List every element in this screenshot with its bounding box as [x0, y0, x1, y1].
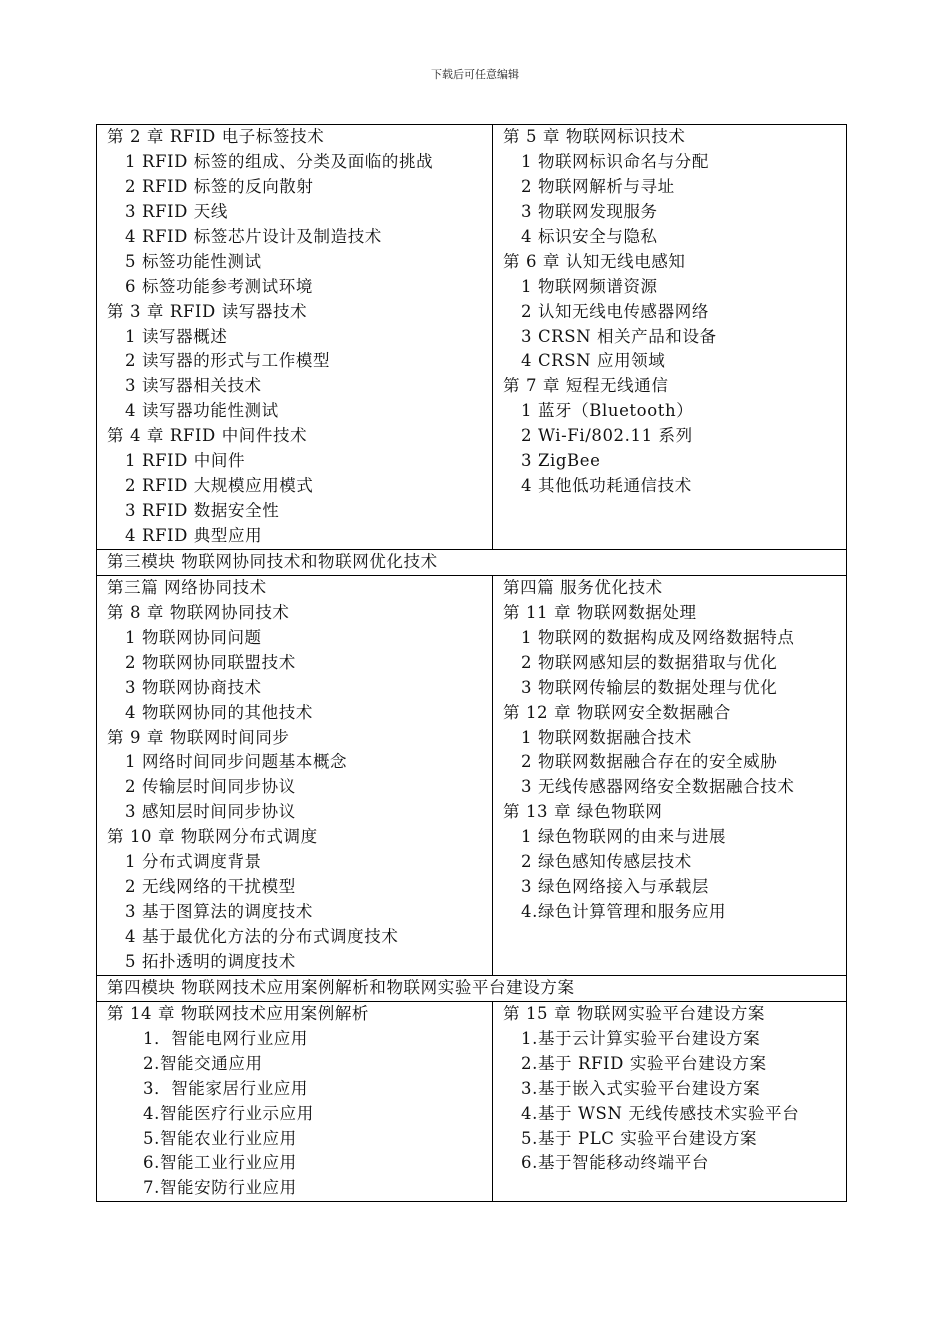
- left-column-cell: [97, 575, 493, 975]
- chapter-heading: 第 9 章 物联网时间同步: [107, 727, 290, 747]
- module-title: 第三模块 物联网协同技术和物联网优化技术: [107, 551, 438, 571]
- module-header-cell: [97, 549, 847, 575]
- section-item: 2 RFID 大规模应用模式: [125, 476, 314, 496]
- section-item: 4.基于 WSN 无线传感技术实验平台: [521, 1103, 800, 1123]
- module-header-row: [97, 549, 847, 575]
- section-item: 2 Wi-Fi/802.11 系列: [521, 426, 693, 446]
- section-item: 6.基于智能移动终端平台: [521, 1153, 709, 1173]
- section-item: 1 物联网频谱资源: [521, 276, 658, 296]
- chapter-heading: 第 10 章 物联网分布式调度: [107, 827, 318, 847]
- module-title: 第四模块 物联网技术应用案例解析和物联网实验平台建设方案: [107, 977, 575, 997]
- right-column-cell: [493, 575, 847, 975]
- chapter-heading: 第 2 章 RFID 电子标签技术: [107, 127, 325, 146]
- section-item: 6 标签功能参考测试环境: [125, 276, 313, 296]
- section-item: 2.智能交通应用: [143, 1053, 263, 1073]
- section-item: 1．智能电网行业应用: [143, 1028, 308, 1048]
- section-item: 4 读写器功能性测试: [125, 401, 279, 421]
- chapter-heading: 第 3 章 RFID 读写器技术: [107, 301, 308, 321]
- section-item: 3 感知层时间同步协议: [125, 802, 296, 822]
- section-item: 2 认知无线电传感器网络: [521, 301, 709, 321]
- module-header-row: [97, 975, 847, 1001]
- section-item: 2 传输层时间同步协议: [125, 777, 296, 797]
- section-item: 2 读写器的形式与工作模型: [125, 351, 331, 371]
- section-item: 1 RFID 中间件: [125, 451, 246, 471]
- chapter-heading: 第 8 章 物联网协同技术: [107, 602, 290, 622]
- section-item: 1 RFID 标签的组成、分类及面临的挑战: [125, 151, 434, 171]
- section-item: 4.绿色计算管理和服务应用: [521, 902, 727, 922]
- section-item: 3 无线传感器网络安全数据融合技术: [521, 777, 795, 797]
- section-item: 1 分布式调度背景: [125, 852, 262, 872]
- chapter-heading: 第 12 章 物联网安全数据融合: [503, 702, 731, 722]
- left-column-cell: [97, 125, 493, 550]
- section-item: 4 RFID 标签芯片设计及制造技术: [125, 226, 382, 246]
- section-item: 4 物联网协同的其他技术: [125, 702, 313, 722]
- section-item: 2 绿色感知传感层技术: [521, 852, 692, 872]
- syllabus-table: [96, 124, 847, 1202]
- module-header-cell: [97, 975, 847, 1001]
- section-item: 2 物联网解析与寻址: [521, 176, 675, 196]
- section-item: 3 物联网协商技术: [125, 677, 262, 697]
- section-item: 2 无线网络的干扰模型: [125, 877, 296, 897]
- section-item: 4 RFID 典型应用: [125, 526, 263, 545]
- section-item: 5.基于 PLC 实验平台建设方案: [521, 1128, 758, 1148]
- section-item: 3 绿色网络接入与承载层: [521, 877, 709, 897]
- chapter-heading: 第四篇 服务优化技术: [503, 577, 663, 597]
- section-item: 3 RFID 天线: [125, 201, 229, 221]
- page-header: 下载后可任意编辑: [431, 68, 519, 81]
- section-item: 4 基于最优化方法的分布式调度技术: [125, 927, 399, 946]
- section-item: 2.基于 RFID 实验平台建设方案: [521, 1053, 767, 1073]
- section-item: 3 读写器相关技术: [125, 376, 262, 396]
- section-item: 5 标签功能性测试: [125, 251, 262, 271]
- right-column-cell: [493, 1001, 847, 1202]
- section-item: 3 CRSN 相关产品和设备: [521, 326, 717, 346]
- section-item: 1 蓝牙（Bluetooth）: [521, 401, 694, 421]
- section-item: 1 读写器概述: [125, 326, 228, 346]
- section-item: 1.基于云计算实验平台建设方案: [521, 1028, 761, 1048]
- chapter-heading: 第 11 章 物联网数据处理: [503, 602, 697, 622]
- left-column-cell: [97, 1001, 493, 1202]
- section-item: 5.智能农业行业应用: [143, 1128, 297, 1148]
- section-item: 3 RFID 数据安全性: [125, 501, 280, 521]
- section-item: 3 物联网传输层的数据处理与优化: [521, 677, 778, 697]
- chapter-heading: 第 6 章 认知无线电感知: [503, 251, 686, 271]
- chapter-heading: 第 7 章 短程无线通信: [503, 376, 669, 396]
- chapter-heading: 第 15 章 物联网实验平台建设方案: [503, 1003, 766, 1023]
- section-item: 4 其他低功耗通信技术: [521, 476, 692, 496]
- section-item: 3 基于图算法的调度技术: [125, 902, 313, 922]
- section-item: 1 物联网数据融合技术: [521, 727, 692, 747]
- section-item: 5 拓扑透明的调度技术: [125, 951, 296, 971]
- content-row: [97, 575, 847, 975]
- section-item: 4.智能医疗行业示应用: [143, 1103, 314, 1123]
- right-column-cell: [493, 125, 847, 550]
- section-item: 3 物联网发现服务: [521, 201, 658, 221]
- section-item: 2 RFID 标签的反向散射: [125, 176, 314, 196]
- section-item: 2 物联网协同联盟技术: [125, 652, 296, 672]
- section-item: 2 物联网数据融合存在的安全威胁: [521, 752, 778, 772]
- section-item: 4 标识安全与隐私: [521, 226, 658, 246]
- syllabus-table-body: [97, 125, 847, 1202]
- section-item: 4 CRSN 应用领域: [521, 351, 666, 371]
- section-item: 6.智能工业行业应用: [143, 1153, 297, 1173]
- section-item: 7.智能安防行业应用: [143, 1178, 297, 1198]
- section-item: 1 物联网的数据构成及网络数据特点: [521, 627, 795, 647]
- content-row: [97, 125, 847, 550]
- section-item: 1 绿色物联网的由来与进展: [521, 827, 727, 847]
- section-item: 1 物联网标识命名与分配: [521, 151, 709, 171]
- section-item: 3 ZigBee: [521, 451, 601, 471]
- section-item: 3．智能家居行业应用: [143, 1078, 308, 1098]
- chapter-heading: 第三篇 网络协同技术: [107, 577, 267, 597]
- section-item: 1 网络时间同步问题基本概念: [125, 752, 348, 772]
- chapter-heading: 第 4 章 RFID 中间件技术: [107, 426, 308, 446]
- chapter-heading: 第 14 章 物联网技术应用案例解析: [107, 1003, 370, 1023]
- section-item: 2 物联网感知层的数据猎取与优化: [521, 652, 778, 672]
- section-item: 1 物联网协同问题: [125, 627, 262, 647]
- chapter-heading: 第 13 章 绿色物联网: [503, 802, 663, 822]
- chapter-heading: 第 5 章 物联网标识技术: [503, 127, 686, 146]
- section-item: 3.基于嵌入式实验平台建设方案: [521, 1078, 761, 1098]
- content-row: [97, 1001, 847, 1202]
